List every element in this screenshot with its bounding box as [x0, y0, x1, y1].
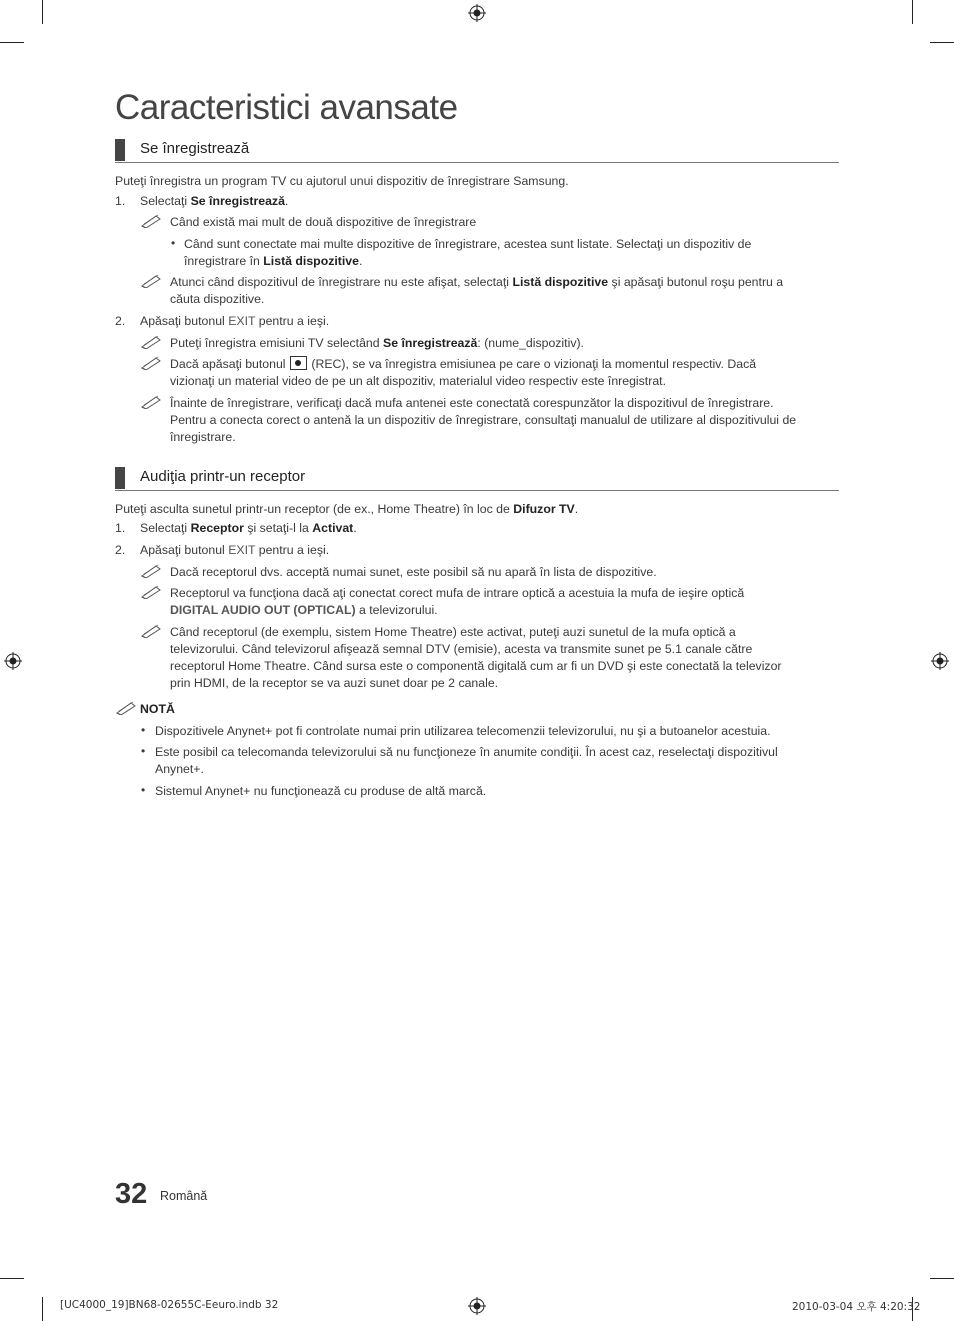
crop-mark	[42, 0, 43, 24]
note-text: Receptorul va funcţiona dacă aţi conectat corect mufa de intrare optică a acestuia la mufa de ieşire optică DIGITAL AUDIO OUT (OPTICAL) a televizorului.	[170, 586, 745, 617]
bullet-text: Sistemul Anynet+ nu funcţionează cu produse de altă marcă.	[155, 784, 487, 798]
crop-mark	[930, 1278, 954, 1279]
note-pencil-icon	[140, 356, 162, 370]
section-heading-label: Audiţia printr-un receptor	[140, 468, 306, 485]
bullet-marker: •	[171, 236, 176, 250]
note-pencil-icon	[140, 395, 162, 409]
note-text: Când există mai mult de două dispozitive de înregistrare	[170, 215, 477, 229]
note-label: NOTĂ	[140, 702, 175, 716]
print-slug-date: 2010-03-04 오후 4:20:32	[792, 1301, 921, 1313]
bullet-text: Este posibil ca telecomanda televizorului să nu funcţioneze în anumite condiţii. În acest caz, reselectaţi dispozitivul Anynet+.	[155, 745, 778, 776]
note-text: Înainte de înregistrare, verificaţi dacă mufa antenei este conectată corespunzător la dispozitivul de înregistrare. Pentru a conecta corect o antenă la un dispozitiv de înregistrare, consultaţi manualul de utilizare al dispozitivului de înregistrare.	[170, 396, 797, 444]
bullet-text: Dispozitivele Anynet+ pot fi controlate numai prin utilizarea telecomenzii televizorului, nu şi a butoanelor acestuia.	[155, 724, 771, 738]
bullet-marker: •	[141, 723, 146, 737]
rec-button-icon	[290, 356, 307, 370]
bullet-marker: •	[141, 744, 146, 758]
note-text: Dacă apăsaţi butonul (REC), se va înregistra emisiunea pe care o vizionaţi la momentul respectiv. Dacă vizionaţi un material video de pe un alt dispozitiv, materialul video respectiv este înregistrat.	[170, 357, 757, 388]
note-pencil-icon	[140, 335, 162, 349]
bullet-text: Când sunt conectate mai multe dispozitive de înregistrare, acestea sunt listate. Selectaţi un dispozitiv de înregistrare în Listă dispozitive.	[184, 237, 752, 268]
note-pencil-icon	[140, 214, 162, 228]
note-pencil-icon	[140, 274, 162, 288]
crop-mark	[912, 0, 913, 24]
note-text: Puteţi înregistra emisiuni TV selectând Se înregistrează: (nume_dispozitiv).	[170, 336, 584, 350]
bullet-marker: •	[141, 783, 146, 797]
section-heading-receiver	[115, 467, 839, 491]
registration-mark-icon	[468, 4, 486, 22]
section-intro: Puteţi asculta sunetul printr-un receptor (de ex., Home Theatre) în loc de Difuzor TV.	[115, 502, 579, 516]
step-number: 1.	[115, 521, 126, 535]
step-text: Selectaţi Receptor şi setaţi-l la Activat.	[140, 521, 357, 535]
step-text: Apăsaţi butonul EXIT pentru a ieşi.	[140, 543, 330, 557]
step-text: Apăsaţi butonul EXIT pentru a ieşi.	[140, 314, 330, 328]
note-text: Atunci când dispozitivul de înregistrare nu este afişat, selectaţi Listă dispozitive şi apăsaţi butonul roşu pentru a căuta dispozitive.	[170, 275, 784, 306]
step-number: 2.	[115, 543, 126, 557]
note-pencil-icon	[115, 701, 137, 715]
registration-mark-icon	[468, 1297, 486, 1315]
note-pencil-icon	[140, 624, 162, 638]
note-text: Când receptorul (de exemplu, sistem Home Theatre) este activat, puteţi auzi sunetul de la mufa optică a televizorului. Când televizorul afişează semnal DTV (emisie), acesta va transmite sunet pe 5.1 canale către receptorul Home Theatre. Când sursa este o componentă digitală cum ar fi un DVD şi este conectată la televizor prin HDMI, de la receptor se va auzi sunet doar pe 2 canale.	[170, 625, 782, 690]
note-pencil-icon	[140, 564, 162, 578]
section-marker	[115, 139, 125, 161]
print-slug-file: [UC4000_19]BN68-02655C-Eeuro.indb 32	[60, 1299, 279, 1311]
step-number: 2.	[115, 314, 126, 328]
note-pencil-icon	[140, 585, 162, 599]
note-text: Dacă receptorul dvs. acceptă numai sunet, este posibil să nu apară în lista de dispozitive.	[170, 565, 657, 579]
registration-mark-icon	[4, 652, 22, 670]
page-language: Română	[160, 1189, 208, 1203]
crop-mark	[930, 42, 954, 43]
crop-mark	[0, 42, 24, 43]
step-number: 1.	[115, 194, 126, 208]
section-intro: Puteţi înregistra un program TV cu ajutorul unui dispozitiv de înregistrare Samsung.	[115, 174, 569, 188]
crop-mark	[42, 1297, 43, 1321]
registration-mark-icon	[931, 652, 949, 670]
section-heading-record	[115, 139, 839, 163]
section-marker	[115, 467, 125, 489]
page-number: 32	[115, 1178, 148, 1210]
step-text: Selectaţi Se înregistrează.	[140, 194, 289, 208]
section-heading-label: Se înregistrează	[140, 140, 250, 157]
crop-mark	[0, 1278, 24, 1279]
page-title: Caracteristici avansate	[115, 88, 458, 127]
